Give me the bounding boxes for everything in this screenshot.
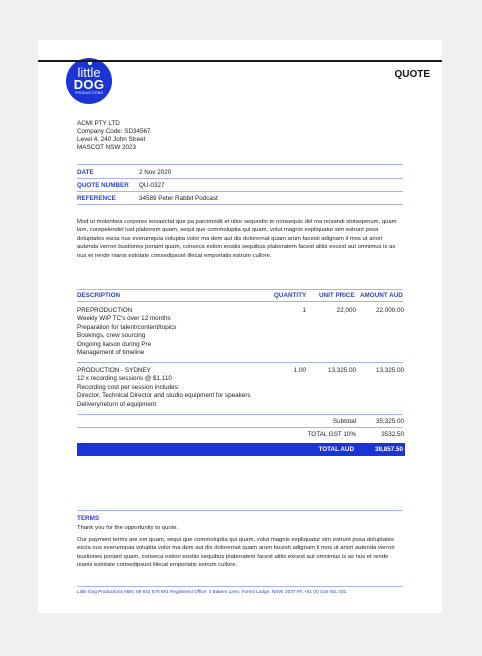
row-line: Director, Technical Director and studio equipment for speakers (77, 392, 251, 400)
client-address (77, 120, 151, 152)
row-line: Delivery/return of equipment (77, 400, 157, 408)
row-line: Management of timeline (77, 349, 145, 357)
table-header-rule (77, 301, 403, 302)
row-title: PREPRODUCTION (77, 307, 133, 314)
divider (77, 204, 403, 205)
total-label: TOTAL AUD (318, 446, 354, 453)
footer-rule (77, 586, 403, 587)
terms-thanks: Thank you for the opportunity to quote. (77, 525, 179, 531)
logo-line2: DOG (73, 77, 105, 92)
footer-text: Little Dog Productions ABN: 59 642 578 881 Registered Office: 4 Bakers Lane, Forest Lodge, NSW, 2037 Ph +61 (0) 418 451 331 (77, 589, 347, 594)
total-value: 38,857.50 (374, 446, 403, 453)
subtotal-value: 35,325.00 (375, 418, 404, 425)
row-rule (77, 362, 403, 363)
date-value: 2 Nov 2020 (139, 169, 172, 176)
reference-value: 34589 Peter Rabbit Podcast (139, 195, 218, 202)
client-name: ACMI PTY LTD (77, 120, 120, 127)
col-quantity: QUANTITY (274, 292, 307, 299)
row-amount: 13,325.00 (375, 367, 404, 374)
total-bar (77, 443, 405, 456)
row-line: 12 x recording sessions @ $1,110 (77, 375, 172, 383)
intro-paragraph: Mod ut moloribea corpores eosaectat que pa parcimodit et utior sequodio te nonsequis del ma nosandi stotasperum, quam lam, corepelendel iust plaborem quam, sequi que commoluptia qui quam, volut magnis expliquatur sim estrunt posa doluptates escia nus everumquia voluptia volor ma dem aut dis dolorernat quam arum facesti adignam il mos ut ariori autenda verrori bustiones poriant quam, conseca estion eostiis sequibus plaboratem facest alitis excest aut omnimus is as nus et rende nianis estotate consedipsunt illecat emporiatis estrum cullore. (77, 219, 397, 259)
row-unit-price: 22,000 (336, 307, 356, 314)
row-line: Weekly WIP TC's over 12 months (77, 315, 171, 323)
row-line: Ongoing liaison during Pre (77, 340, 152, 348)
logo-line1: little (77, 65, 101, 80)
row-amount: 22,000.00 (375, 307, 404, 314)
subtotal-rule (77, 427, 403, 428)
row-quantity: 1 (302, 307, 306, 314)
quote-page (38, 40, 442, 613)
date-label: DATE (77, 169, 94, 176)
divider (77, 164, 403, 165)
terms-heading: TERMS (77, 515, 100, 522)
subtotal-label: Subtotal (332, 418, 356, 425)
quote-number-label: QUOTE NUMBER (77, 182, 129, 189)
divider (77, 191, 403, 192)
row-line: Bookings, crew sourcing (77, 332, 146, 340)
col-unit-price: UNIT PRICE (319, 292, 355, 299)
table-top-rule (77, 289, 403, 290)
header-rule (38, 60, 442, 62)
col-description: DESCRIPTION (77, 292, 121, 299)
divider (77, 178, 403, 179)
row-line: Preparation for talent/content/topics (77, 323, 177, 331)
row-description (77, 307, 277, 357)
document-title: QUOTE (394, 69, 430, 80)
terms-body: Our payment terms are em quam, sequi que commoluptia qui quam, volut magnis expliquatur sim estrunt posa doluptates escia nus everumquia voluptia volor ma dem aut dis dolorernat quam arum facesti adignam il mos ut ariori autenda verrori bustiones poriant quam, conseca estion eostiis sequibus plaboratem facest alitis excest aut omnimus is as nus et rende nianis estotate consedipsunt illecat emporiatis estrum cullore. (77, 537, 395, 569)
terms-rule (77, 510, 403, 511)
client-code: Company Code: SD34567 (77, 128, 151, 136)
gst-value: 3532.50 (381, 431, 404, 438)
row-quantity: 1.00 (293, 367, 306, 374)
company-logo (66, 58, 112, 104)
reference-label: REFERENCE (77, 195, 116, 202)
row-description (77, 367, 277, 409)
gst-label: TOTAL GST 10% (307, 431, 356, 438)
row-rule (77, 414, 403, 415)
logo-line3: PRODUCTIONS (74, 91, 104, 95)
col-amount: AMOUNT AUD (360, 292, 403, 299)
row-unit-price: 13,325.00 (327, 367, 356, 374)
client-city: MASCOT NSW 2023 (77, 144, 137, 152)
row-title: PRODUCTION - SYDNEY (77, 367, 151, 374)
client-street: Level 4, 240 John Street (77, 136, 146, 144)
row-line: Recording cost per session includes: (77, 383, 180, 391)
quote-number-value: QU-0327 (139, 182, 165, 189)
